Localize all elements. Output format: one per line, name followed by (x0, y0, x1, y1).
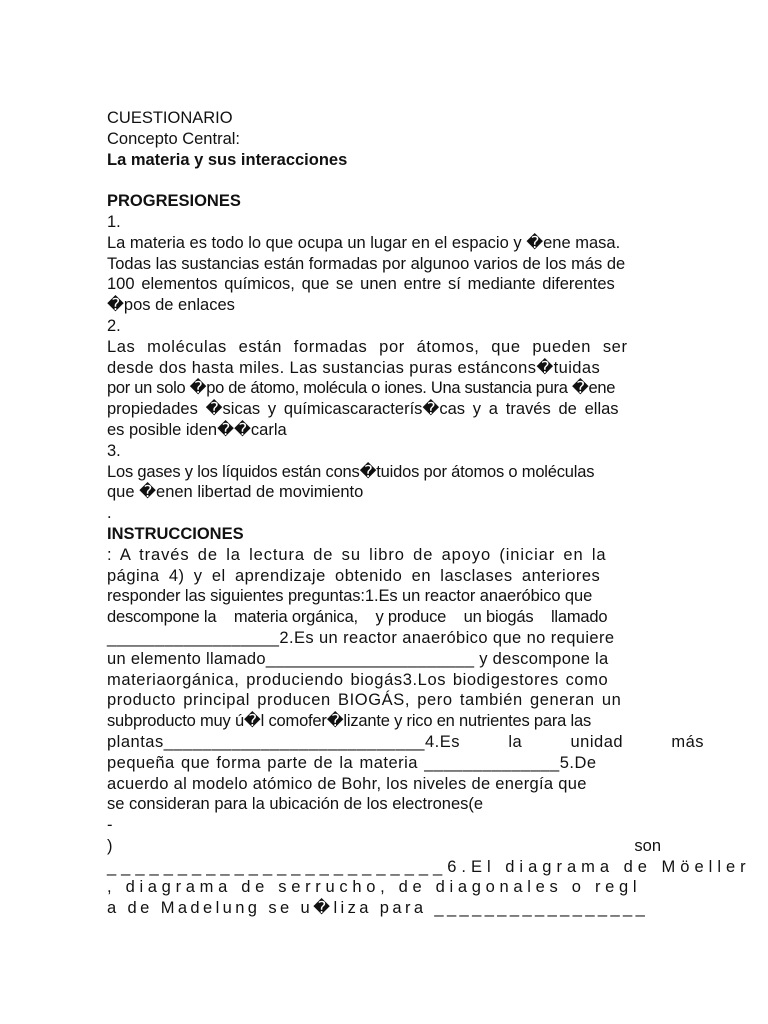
instructions-line-13: se consideran para la ubicación de los electrones(e (107, 795, 484, 814)
instructions-line-3: responder las siguientes preguntas:1.Es un reactor anaeróbico que (107, 587, 593, 606)
concept-heading: La materia y sus interacciones (107, 150, 348, 169)
instructions-line-8: producto principal producen BIOGÁS, pero también generan un (107, 691, 622, 710)
closing-paren: ) (107, 836, 113, 855)
progression-1-number: 1. (107, 212, 121, 231)
concept-label: Concepto Central: (107, 129, 240, 148)
instrucciones-heading: INSTRUCCIONES (107, 524, 244, 543)
progression-2-line-4: propiedades �sicas y químicascaracterís�cas y a través de ellas (107, 400, 619, 419)
progression-1-line-2 (107, 254, 661, 275)
instructions-line-4: descompone la materia orgánica, y produce un biogás llamado (107, 608, 608, 627)
progression-2-line-5: es posible iden��carla (107, 420, 287, 439)
progresiones-heading: PROGRESIONES (107, 192, 241, 211)
doc-title: CUESTIONARIO (107, 109, 233, 127)
instructions-line-16: ________________________6.El diagrama de Möeller (107, 857, 751, 876)
text-line: Todas las sustancias están formadas por algunoo varios de los más de (107, 254, 626, 273)
instructions-line-6: un elemento llamado______________________ y descompone la (107, 649, 609, 668)
document-page (107, 108, 751, 919)
progression-2-number: 2. (107, 316, 121, 335)
instructions-line-2: página 4) y el aprendizaje obtenido en lasclases anteriores (107, 566, 601, 585)
progression-2-line-3: por un solo �po de átomo, molécula o iones. Una sustancia pura �ene (107, 379, 616, 398)
progression-2-line-1: Las moléculas están formadas por átomos, que pueden ser (107, 337, 628, 356)
instructions-line-7: materiaorgánica, produciendo biogás3.Los biodigestores como (107, 670, 609, 689)
instructions-line-10: plantas___________________________4.Es la unidad más (107, 732, 705, 751)
progression-1-line-4: �pos de enlaces (107, 296, 235, 315)
instructions-line-11: pequeña que forma parte de la materia ______________5.De (107, 753, 597, 772)
instructions-line-9: subproducto muy ú�l comofer�lizante y rico en nutrientes para las (107, 712, 591, 731)
instructions-line-5: __________________2.Es un reactor anaeróbico que no requiere (107, 628, 615, 647)
instructions-line-17: , diagrama de serrucho, de diagonales o regl (107, 878, 642, 897)
son-word: son (634, 836, 661, 855)
spacer (107, 170, 661, 191)
progression-3-line-2: que �enen libertad de movimiento (107, 483, 364, 502)
progression-3-line-1: Los gases y los líquidos están cons�tuidos por átomos o moléculas (107, 462, 595, 481)
progression-1-line-3: 100 elementos químicos, que se unen entre sí mediante diferentes (107, 275, 615, 294)
progression-1-line-1 (107, 233, 661, 254)
text-line: La materia es todo lo que ocupa un lugar en el espacio y �ene masa. (107, 233, 621, 252)
instructions-line-18: a de Madelung se u�liza para _________________ (107, 899, 649, 918)
instructions-line-1: : A través de la lectura de su libro de apoyo (iniciar en la (107, 545, 607, 564)
instructions-line-12: acuerdo al modelo atómico de Bohr, los niveles de energía que (107, 774, 587, 793)
instructions-line-15 (107, 836, 661, 857)
progression-2-line-2: desde dos hasta miles. Las sustancias puras estáncons�tuidas (107, 358, 601, 377)
instructions-line-14: - (107, 816, 113, 835)
progression-3-number: 3. (107, 441, 121, 460)
dot-line: . (107, 504, 112, 523)
